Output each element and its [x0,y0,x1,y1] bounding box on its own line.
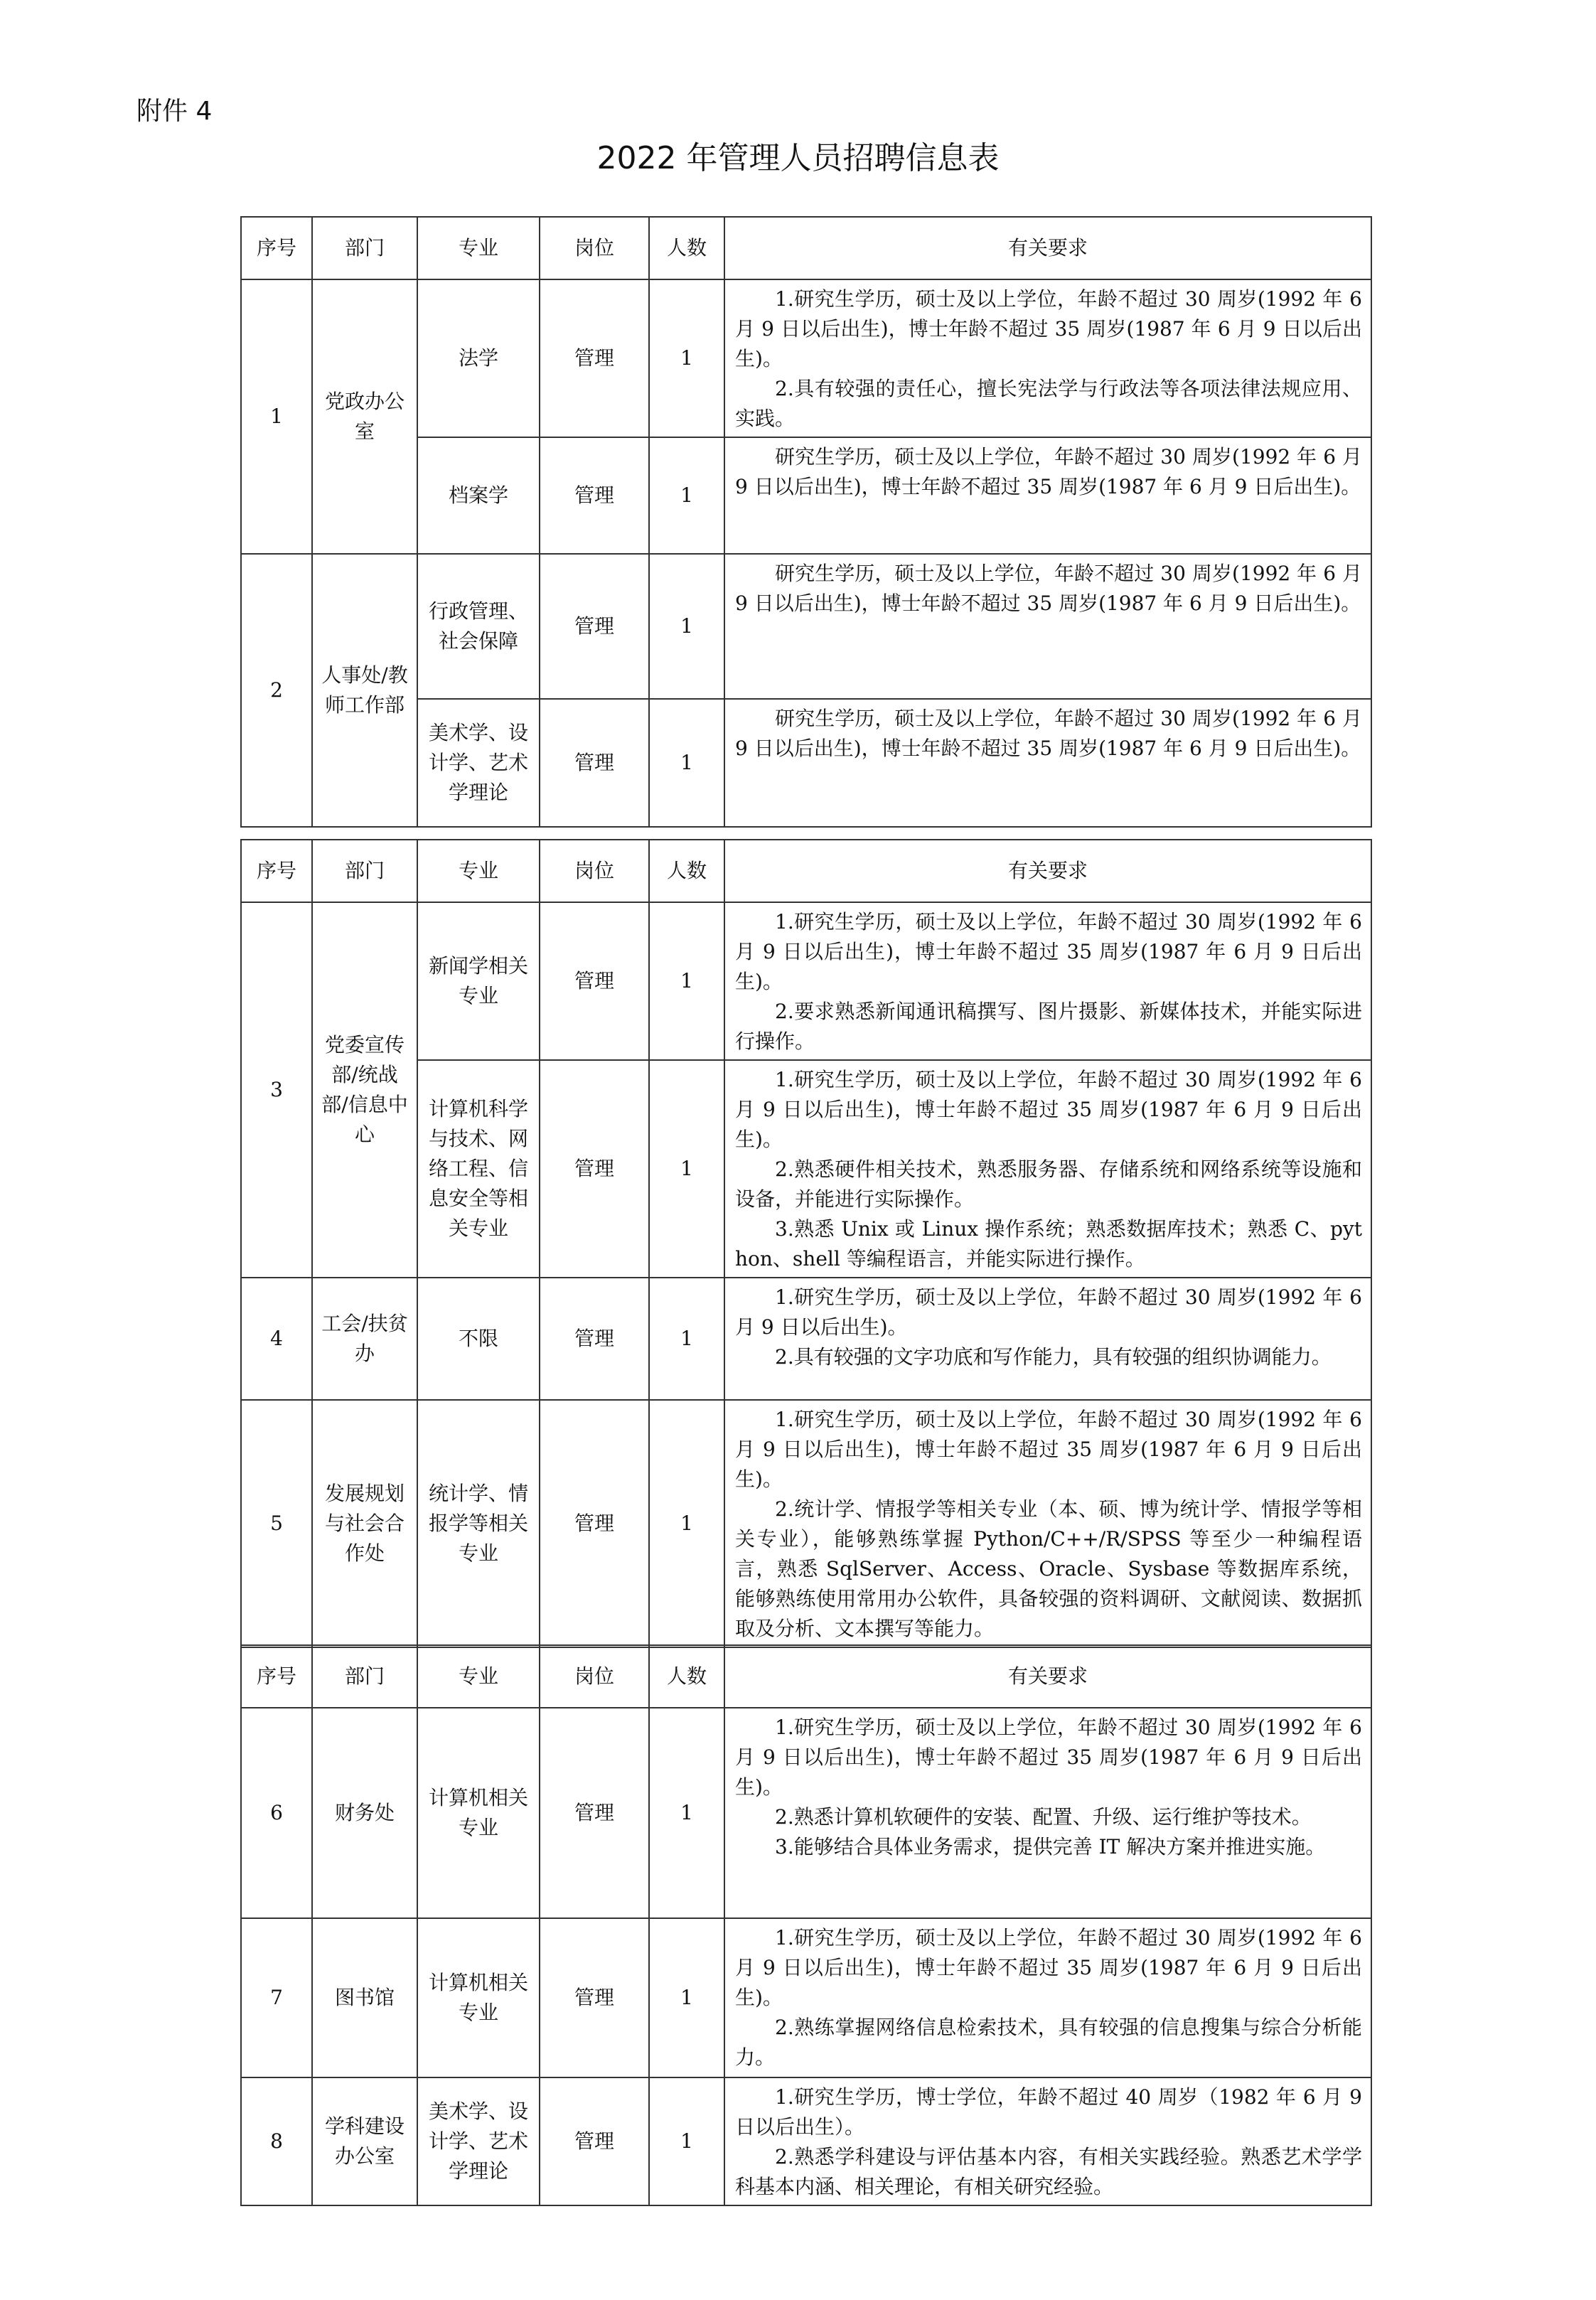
row-count: 1 [649,1060,724,1278]
row-count: 1 [649,699,724,827]
row-requirements [724,1708,1371,1918]
row-count: 1 [649,279,724,437]
row-major: 美术学、设计学、艺术学理论 [417,2077,540,2205]
header-major: 专业 [417,217,540,279]
row-count: 1 [649,1918,724,2077]
row-post: 管理 [540,279,649,437]
row-major: 新闻学相关专业 [417,902,540,1060]
row-dept: 学科建设办公室 [312,2077,417,2205]
row-requirements [724,1400,1371,1647]
row-requirements [724,279,1371,437]
requirement-line: 2.要求熟悉新闻通讯稿撰写、图片摄影、新媒体技术，并能实际进行操作。 [735,1000,1362,1053]
row-dept: 财务处 [312,1708,417,1918]
requirement-line: 研究生学历，硕士及以上学位，年龄不超过 30 周岁(1992 年 6 月 9 日以后出生)，博士年龄不超过 35 周岁(1987 年 6 月 9 日后出生)。 [735,562,1362,615]
row-major: 档案学 [417,437,540,554]
row-requirements [724,2077,1371,2205]
table-row [241,1400,1371,1647]
row-no: 2 [241,554,312,827]
table-row [241,1918,1371,2077]
table-row [241,2077,1371,2205]
requirement-line: 2.统计学、情报学等相关专业（本、硕、博为统计学、情报学等相关专业），能够熟练掌握 Python/C++/R/SPSS 等至少一种编程语言，熟悉 SqlServer、Access、Oracle、Sysbase 等数据库系统，能够熟练使用常用办公软件，具备较强的资料调研、文献阅读、数据抓取及分析、文本撰写等能力。 [735,1497,1362,1640]
row-post: 管理 [540,554,649,699]
requirement-line: 3.能够结合具体业务需求，提供完善 IT 解决方案并推进实施。 [775,1835,1326,1858]
row-no: 3 [241,902,312,1278]
row-no: 4 [241,1278,312,1400]
row-requirements [724,437,1371,554]
table-header-row [241,1645,1371,1708]
row-dept: 图书馆 [312,1918,417,2077]
row-no: 1 [241,279,312,554]
table-header-row [241,840,1371,902]
header-major: 专业 [417,1645,540,1708]
page-title: 2022 年管理人员招聘信息表 [596,140,1000,176]
header-no: 序号 [241,1645,312,1708]
requirement-line: 2.具有较强的责任心，擅长宪法学与行政法等各项法律法规应用、实践。 [735,377,1362,430]
row-requirements [724,1918,1371,2077]
requirement-line: 1.研究生学历，硕士及以上学位，年龄不超过 30 周岁(1992 年 6 月 9 日以后出生)，博士年龄不超过 35 周岁(1987 年 6 月 9 日后出生)。 [735,1408,1362,1491]
row-dept: 人事处/教师工作部 [312,554,417,827]
row-requirements [724,902,1371,1060]
row-post: 管理 [540,1400,649,1647]
requirement-line: 1.研究生学历，博士学位，年龄不超过 40 周岁（1982 年 6 月 9 日以后出生）。 [735,2085,1362,2139]
requirement-line: 2.具有较强的文字功底和写作能力，具有较强的组织协调能力。 [775,1345,1332,1369]
row-requirements [724,1278,1371,1400]
row-major: 统计学、情报学等相关专业 [417,1400,540,1647]
recruitment-table-1 [240,216,1372,828]
row-major: 不限 [417,1278,540,1400]
row-count: 1 [649,554,724,699]
row-dept: 党委宣传部/统战部/信息中心 [312,902,417,1278]
row-post: 管理 [540,699,649,827]
header-requirements: 有关要求 [724,840,1371,902]
header-count: 人数 [649,217,724,279]
header-post: 岗位 [540,1645,649,1708]
row-major: 计算机科学与技术、网络工程、信息安全等相关专业 [417,1060,540,1278]
header-requirements: 有关要求 [724,1645,1371,1708]
requirement-line: 研究生学历，硕士及以上学位，年龄不超过 30 周岁(1992 年 6 月 9 日以后出生)，博士年龄不超过 35 周岁(1987 年 6 月 9 日后出生)。 [735,445,1362,498]
header-requirements: 有关要求 [724,217,1371,279]
row-no: 7 [241,1918,312,2077]
row-count: 1 [649,902,724,1060]
attachment-label: 附件 4 [136,97,213,126]
row-major: 计算机相关专业 [417,1708,540,1918]
row-requirements [724,554,1371,699]
header-count: 人数 [649,1645,724,1708]
row-no: 8 [241,2077,312,2205]
row-count: 1 [649,437,724,554]
requirement-line: 2.熟悉计算机软硬件的安装、配置、升级、运行维护等技术。 [775,1805,1312,1829]
table-row [241,554,1371,699]
table-row [241,1278,1371,1400]
row-post: 管理 [540,1918,649,2077]
row-requirements [724,699,1371,827]
row-post: 管理 [540,437,649,554]
row-post: 管理 [540,1060,649,1278]
requirement-line: 1.研究生学历，硕士及以上学位，年龄不超过 30 周岁(1992 年 6 月 9 日以后出生)，博士年龄不超过 35 周岁(1987 年 6 月 9 日以后出生)。 [735,287,1362,370]
header-no: 序号 [241,217,312,279]
header-post: 岗位 [540,840,649,902]
row-no: 6 [241,1708,312,1918]
requirement-line: 1.研究生学历，硕士及以上学位，年龄不超过 30 周岁(1992 年 6 月 9 日以后出生)。 [735,1285,1362,1339]
table-row [241,902,1371,1060]
row-major: 法学 [417,279,540,437]
header-no: 序号 [241,840,312,902]
header-post: 岗位 [540,217,649,279]
header-dept: 部门 [312,217,417,279]
header-count: 人数 [649,840,724,902]
row-post: 管理 [540,902,649,1060]
row-dept: 党政办公室 [312,279,417,554]
row-post: 管理 [540,2077,649,2205]
requirement-line: 2.熟悉学科建设与评估基本内容，有相关实践经验。熟悉艺术学学科基本内涵、相关理论，有相关研究经验。 [735,2145,1362,2198]
recruitment-table-2 [240,839,1372,1648]
requirement-line: 2.熟悉硬件相关技术，熟悉服务器、存储系统和网络系统等设施和设备，并能进行实际操作。 [735,1157,1362,1211]
header-dept: 部门 [312,840,417,902]
requirement-line: 1.研究生学历，硕士及以上学位，年龄不超过 30 周岁(1992 年 6 月 9 日以后出生)，博士年龄不超过 35 周岁(1987 年 6 月 9 日后出生)。 [735,1068,1362,1151]
table-row [241,1708,1371,1918]
row-dept: 工会/扶贫办 [312,1278,417,1400]
row-major: 计算机相关专业 [417,1918,540,2077]
row-major: 美术学、设计学、艺术学理论 [417,699,540,827]
row-count: 1 [649,1278,724,1400]
requirement-line: 研究生学历，硕士及以上学位，年龄不超过 30 周岁(1992 年 6 月 9 日以后出生)，博士年龄不超过 35 周岁(1987 年 6 月 9 日后出生)。 [735,707,1362,760]
row-post: 管理 [540,1708,649,1918]
row-no: 5 [241,1400,312,1647]
row-count: 1 [649,2077,724,2205]
table-row [241,279,1371,437]
requirement-line: 1.研究生学历，硕士及以上学位，年龄不超过 30 周岁(1992 年 6 月 9 日以后出生)，博士年龄不超过 35 周岁(1987 年 6 月 9 日后出生)。 [735,1926,1362,2009]
requirement-line: 1.研究生学历，硕士及以上学位，年龄不超过 30 周岁(1992 年 6 月 9 日以后出生)，博士年龄不超过 35 周岁(1987 年 6 月 9 日后出生)。 [735,910,1362,993]
requirement-line: 1.研究生学历，硕士及以上学位，年龄不超过 30 周岁(1992 年 6 月 9 日以后出生)，博士年龄不超过 35 周岁(1987 年 6 月 9 日后出生)。 [735,1716,1362,1799]
header-dept: 部门 [312,1645,417,1708]
row-count: 1 [649,1708,724,1918]
row-major: 行政管理、社会保障 [417,554,540,699]
recruitment-table-3 [240,1644,1372,2206]
header-major: 专业 [417,840,540,902]
row-post: 管理 [540,1278,649,1400]
requirement-line: 2.熟练掌握网络信息检索技术，具有较强的信息搜集与综合分析能力。 [735,2016,1362,2069]
requirement-line: 3.熟悉 Unix 或 Linux 操作系统；熟悉数据库技术；熟悉 C、python、shell 等编程语言，并能实际进行操作。 [735,1217,1362,1271]
row-requirements [724,1060,1371,1278]
row-dept: 发展规划与社会合作处 [312,1400,417,1647]
row-count: 1 [649,1400,724,1647]
table-header-row [241,217,1371,279]
